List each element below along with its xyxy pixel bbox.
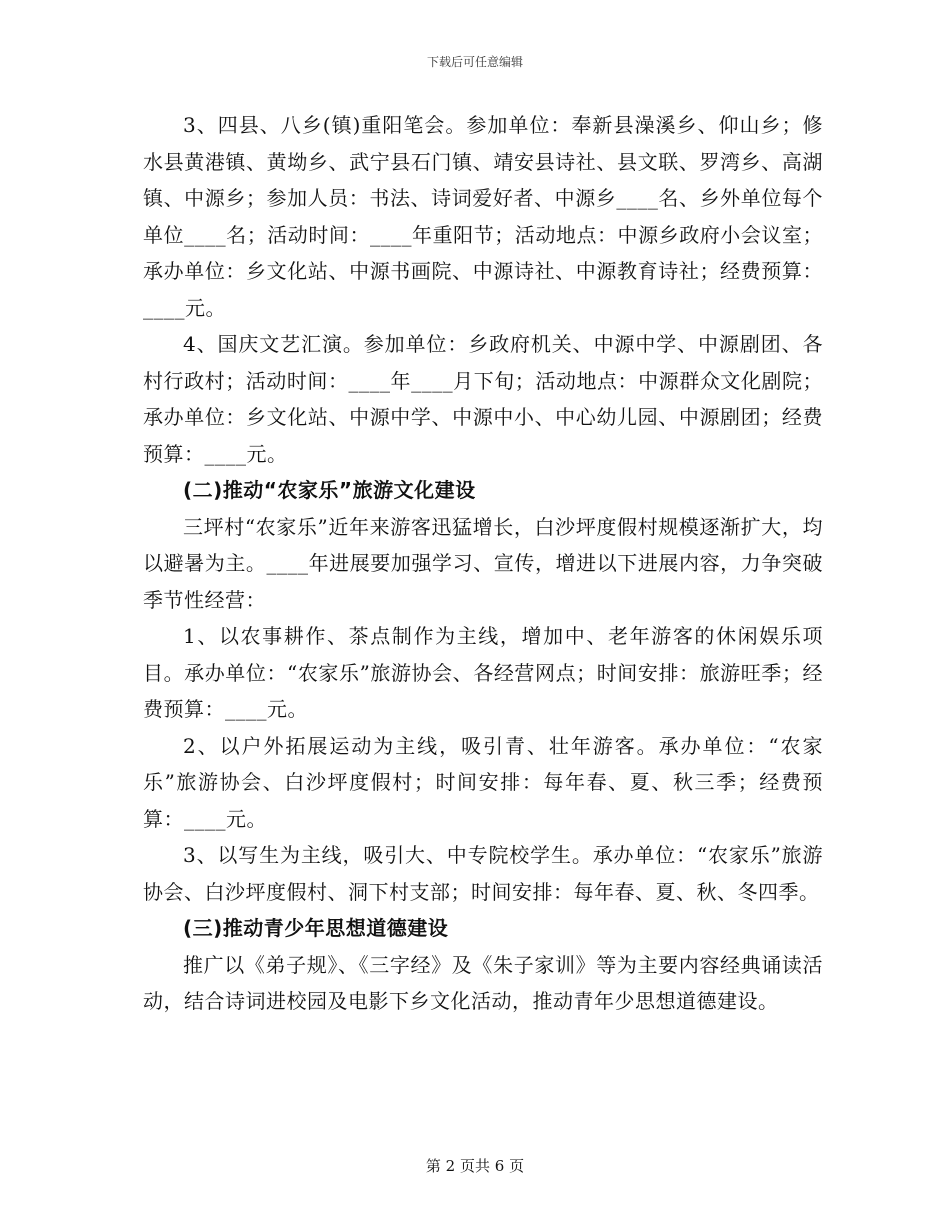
paragraph-chongyang-writing-meet: 3、四县、八乡(镇)重阳笔会。参加单位：奉新县澡溪乡、仰山乡；修水县黄港镇、黄坳乡、武宁县石门镇、靖安县诗社、县文联、罗湾乡、高湖镇、中源乡；参加人员：书法、诗词爱好者、中源乡____名、乡外单位每个单位____名；活动时间：____年重阳节；活动地点：中源乡政府小会议室；承办单位：乡文化站、中源书画院、中源诗社、中源教育诗社；经费预算：____元。 (143, 113, 823, 320)
paragraph-farm-item-1: 1、以农事耕作、茶点制作为主线，增加中、老年游客的休闲娱乐项目。承办单位：“农家乐”旅游协会、各经营网点；时间安排：旅游旺季；经费预算：____元。 (143, 624, 823, 721)
paragraph-national-day-performance: 4、国庆文艺汇演。参加单位：乡政府机关、中源中学、中源剧团、各村行政村；活动时间：____年____月下旬；活动地点：中源群众文化剧院；承办单位：乡文化站、中源中学、中源中小、中心幼儿园、中源剧团；经费预算：____元。 (143, 332, 823, 466)
paragraph-farm-item-2: 2、以户外拓展运动为主线，吸引青、壮年游客。承办单位：“农家乐”旅游协会、白沙坪度假村；时间安排：每年春、夏、秋三季；经费预算：____元。 (143, 733, 823, 831)
page-number-footer: 第 2 页共 6 页 (425, 1157, 525, 1175)
paragraph-farm-tourism-intro: 三坪村“农家乐”近年来游客迅猛增长，白沙坪度假村规模逐渐扩大，均以避暑为主。____年进展要加强学习、宣传，增进以下进展内容，力争突破季节性经营： (143, 514, 823, 612)
paragraph-farm-item-3: 3、以写生为主线，吸引大、中专院校学生。承办单位：“农家乐”旅游协会、白沙坪度假村、洞下村支部；时间安排：每年春、夏、秋、冬四季。 (143, 843, 823, 904)
section-heading-youth-morality: (三)推动青少年思想道德建设 (183, 916, 449, 940)
section-heading-farm-tourism: (二)推动“农家乐”旅游文化建设 (183, 478, 476, 502)
document-body (143, 107, 823, 1020)
paragraph-youth-morality: 推广以《弟子规》、《三字经》及《朱子家训》等为主要内容经典诵读活动，结合诗词进校园及电影下乡文化活动，推动青年少思想道德建设。 (143, 952, 823, 1013)
page-header: 下载后可任意编辑 (426, 55, 523, 69)
